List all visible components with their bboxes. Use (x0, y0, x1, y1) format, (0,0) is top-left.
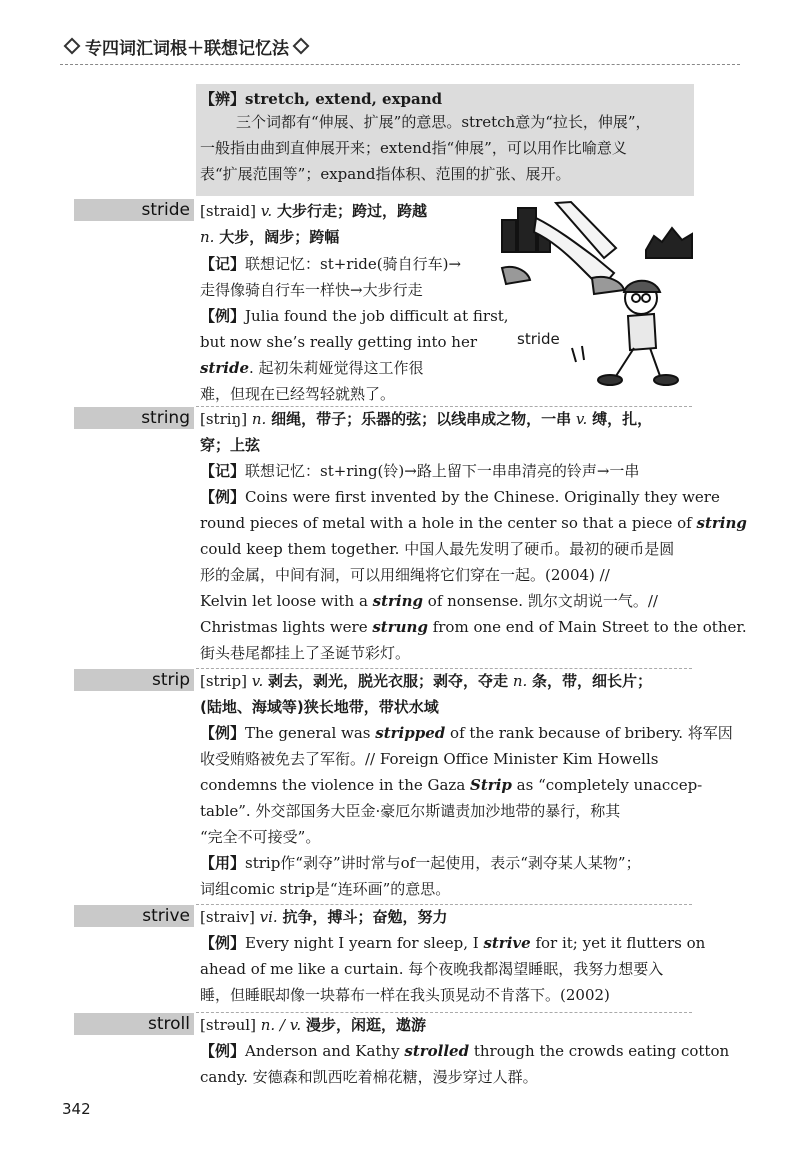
diamond-icon (64, 38, 81, 55)
usage-line (200, 850, 641, 876)
example-text: condemns the violence in the Gaza (200, 776, 471, 794)
part-of-speech: n. (512, 672, 528, 690)
example-tag: 【例】 (200, 1042, 246, 1060)
emphasized-word: strung (372, 618, 428, 636)
memory-text: 联想记忆：st+ring(铃)→路上留下一串串清亮的铃声→一串 (245, 462, 640, 480)
example-line (200, 1038, 729, 1064)
memory-tag: 【记】 (200, 255, 246, 273)
example-text: Every night I yearn for sleep, I (245, 934, 484, 952)
example-line (200, 355, 424, 381)
entry-bar-string (74, 407, 194, 429)
usage-tag: 【用】 (200, 854, 246, 872)
definition: 穿；上弦 (200, 436, 261, 454)
note-tag: 【辨】 (200, 90, 246, 108)
large-shoe (502, 267, 530, 284)
part-of-speech: n. / v. (260, 1016, 302, 1034)
building (502, 220, 516, 252)
definition: (陆地、海域等)狭长地带，带状水域 (200, 698, 439, 716)
example-line (200, 720, 733, 746)
usage-line: 词组comic strip是“连环画”的意思。 (200, 880, 451, 898)
example-text: as “completely unaccep- (511, 776, 703, 794)
example-line: 难，但现在已经驾轻就熟了。 (200, 385, 396, 403)
example-text: Christmas lights were (200, 618, 373, 636)
example-line: table”. 外交部国务大臣金·豪厄尔斯谴责加沙地带的暴行，称其 (200, 802, 621, 820)
definition-line (200, 668, 652, 694)
headword: stroll (148, 1014, 190, 1034)
entry-bar-stride (74, 199, 194, 221)
example-line (200, 930, 705, 956)
running-header (60, 34, 314, 59)
example-text: . 起初朱莉娅觉得这工作很 (249, 359, 424, 377)
example-line: 形的金属，中间有洞，可以用细绳将它们穿在一起。(2004) // (200, 566, 610, 584)
example-tag: 【例】 (200, 934, 246, 952)
phonetic: [strip] (200, 672, 247, 690)
motion-lines (572, 346, 584, 362)
example-line: ahead of me like a curtain. 每个夜晚我都渴望睡眠，我努力想要入 (200, 960, 664, 978)
definition-line (200, 224, 339, 250)
definition: 漫步，闲逛，遨游 (305, 1016, 426, 1034)
definition: 缚，扎， (592, 410, 653, 428)
example-tag: 【例】 (200, 724, 246, 742)
emphasized-word: strive (483, 934, 531, 952)
definition: 细绳，带子；乐器的弦；以线串成之物，一串 (271, 410, 572, 428)
header-rule (60, 64, 740, 65)
emphasized-word: strolled (404, 1042, 470, 1060)
note-line: 三个词都有“伸展、扩展”的意思。stretch意为“拉长，伸展”， (236, 113, 651, 131)
part-of-speech: n. (251, 410, 267, 428)
illustration-label: stride (517, 330, 560, 348)
example-tag: 【例】 (200, 307, 246, 325)
boy-shoe (598, 375, 622, 385)
part-of-speech: n. (200, 228, 215, 246)
part-of-speech: v. (251, 672, 264, 690)
cap (624, 281, 660, 292)
diamond-icon (293, 38, 310, 55)
emphasized-word: string (696, 514, 747, 532)
emphasized-word: stripped (375, 724, 446, 742)
entry-bar-strip (74, 669, 194, 691)
emphasized-word: Strip (470, 776, 512, 794)
example-text: The general was (245, 724, 376, 742)
emphasized-word: string (372, 592, 424, 610)
example-line: 睡，但睡眠却像一块幕布一样在我头顶晃动不肯落下。(2002) (200, 986, 610, 1004)
example-line: “完全不可接受”。 (200, 828, 321, 846)
example-line: candy. 安德森和凯西吃着棉花糖，漫步穿过人群。 (200, 1068, 538, 1086)
definition: 大步，阔步；跨幅 (219, 228, 340, 246)
phonetic: [strəul] (200, 1016, 256, 1034)
definition-line (200, 1012, 426, 1038)
definition: 抗争，搏斗；奋勉，努力 (282, 908, 448, 926)
phonetic: [straid] (200, 202, 256, 220)
headword: stride (141, 200, 190, 220)
note-title-text: stretch, extend, expand (245, 90, 443, 108)
emphasized-word: stride (200, 359, 250, 377)
note-line: 一般指由曲到直伸展开来；extend指“伸展”，可以用作比喻意义 (200, 139, 627, 157)
header-title: 专四词汇词根＋联想记忆法 (85, 39, 289, 59)
headword: strip (151, 670, 190, 690)
definition: 剥去，剥光，脱光衣服；剥夺，夺走 (268, 672, 509, 690)
example-line (200, 510, 747, 536)
memory-line: 走得像骑自行车一样快→大步行走 (200, 281, 423, 299)
example-line (200, 772, 702, 798)
example-text: Anderson and Kathy (245, 1042, 405, 1060)
memory-text: 联想记忆：st+ride(骑自行车)→ (245, 255, 462, 273)
example-text: Kelvin let loose with a (200, 592, 373, 610)
boy-shoe (654, 375, 678, 385)
part-of-speech: vi. (259, 908, 278, 926)
example-line: could keep them together. 中国人最先发明了硬币。最初的硬币是圆 (200, 540, 675, 558)
example-text: Julia found the job difficult at first, (245, 307, 509, 325)
part-of-speech: v. (260, 202, 273, 220)
definition: 大步行走；跨过，跨越 (276, 202, 427, 220)
boy-leg (650, 348, 660, 376)
memory-line (200, 251, 461, 277)
entry-bar-stroll (74, 1013, 194, 1035)
page-number: 342 (62, 1100, 91, 1118)
note-line: 表“扩展范围等”；expand指体积、范围的扩张、展开。 (200, 165, 571, 183)
large-shoe (592, 277, 624, 294)
definition-line (200, 432, 260, 458)
example-text: of nonsense. 凯尔文胡说一气。// (423, 592, 658, 610)
definition: 条，带，细长片； (532, 672, 653, 690)
definition-line (200, 198, 427, 224)
headword: string (141, 408, 190, 428)
phonetic: [striŋ] (200, 410, 248, 428)
example-line: 收受贿赂被免去了军衔。// Foreign Office Minister Kim Howells (200, 750, 659, 768)
bush (646, 228, 692, 258)
example-text: from one end of Main Street to the other. (427, 618, 747, 636)
example-line (200, 484, 720, 510)
memory-line (200, 458, 639, 484)
boy-leg (616, 348, 634, 376)
boy-body (628, 314, 656, 350)
stride-illustration (496, 198, 694, 394)
example-text: of the rank because of bribery. 将军因 (445, 724, 733, 742)
example-tag: 【例】 (200, 488, 246, 506)
example-line: 街头巷尾都挂上了圣诞节彩灯。 (200, 644, 411, 662)
definition-line (200, 904, 447, 930)
memory-tag: 【记】 (200, 462, 246, 480)
usage-text: strip作“剥夺”讲时常与of一起使用，表示“剥夺某人某物”； (245, 854, 641, 872)
entry-bar-strive (74, 905, 194, 927)
part-of-speech: v. (575, 410, 588, 428)
definition-line (200, 406, 652, 432)
example-text: for it; yet it flutters on (530, 934, 706, 952)
example-text: round pieces of metal with a hole in the center so that a piece of (200, 514, 697, 532)
example-line: but now she’s really getting into her (200, 333, 478, 351)
example-line (200, 614, 747, 640)
example-line (200, 303, 509, 329)
note-title (200, 88, 442, 109)
phonetic: [straiv] (200, 908, 255, 926)
example-text: Coins were first invented by the Chinese. Originally they were (245, 488, 720, 506)
definition-line (200, 694, 439, 720)
example-text: through the crowds eating cotton (469, 1042, 730, 1060)
headword: strive (142, 906, 190, 926)
example-line (200, 588, 658, 614)
